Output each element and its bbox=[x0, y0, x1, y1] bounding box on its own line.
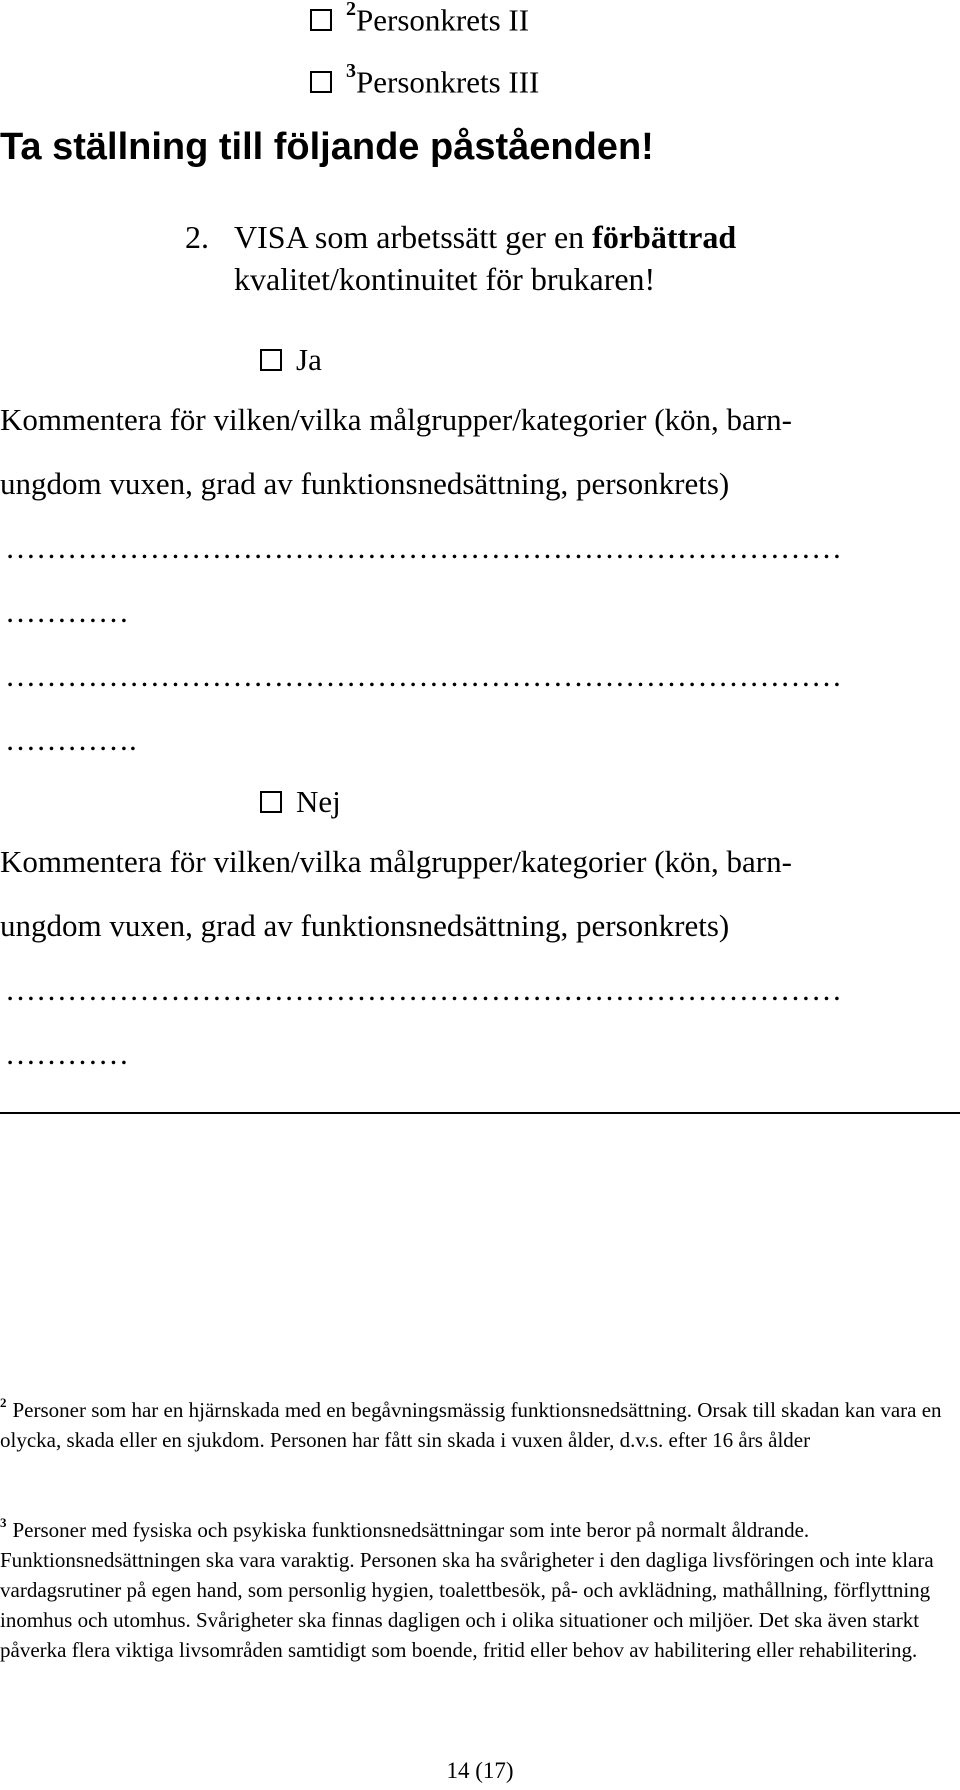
option-personkrets-2[interactable] bbox=[310, 2, 529, 38]
footnote-ref: 3 bbox=[346, 60, 356, 82]
footnote-text: Personer som har en hjärnskada med en begåvningsmässig funktionsnedsättning. Orsak till skadan kan vara en olycka, skada eller en sjukdom. Personen har fått sin skada i vuxen ålder, d.v.s. efter 16 års ålder bbox=[0, 1398, 942, 1452]
footnote-text: Personer med fysiska och psykiska funktionsnedsättningar som inte beror på normalt åldrande. Funktionsnedsättningen ska vara varaktig. Personen ska ha svårigheter i den dagliga livsföringen och inte klara vardagsrutiner på egen hand, som personlig hygien, toalettbesök, på- och avklädning, mathållning, förflyttning inomhus och utomhus. Svårigheter ska finnas dagligen och i olika situationer och miljöer. Det ska även starkt påverka flera viktiga livsområden samtidigt som boende, fritid eller behov av habilitering eller rehabilitering. bbox=[0, 1518, 934, 1662]
question-emphasis: förbättrad bbox=[592, 219, 737, 255]
footnote-marker: 2 bbox=[0, 1395, 7, 1410]
comment-dotted-line[interactable]: ……………………………………………………………………… bbox=[5, 972, 842, 1007]
comment-dotted-line[interactable]: ………… bbox=[5, 1036, 129, 1071]
question-number: 2. bbox=[185, 219, 209, 255]
question-text: VISA som arbetssätt ger en bbox=[234, 219, 593, 255]
question-line-2: kvalitet/kontinuitet för brukaren! bbox=[234, 261, 656, 297]
checkbox[interactable] bbox=[310, 9, 332, 31]
comment-dotted-line[interactable]: ……………………………………………………………………… bbox=[5, 530, 842, 565]
footnote-marker: 3 bbox=[0, 1515, 7, 1530]
footnote-3 bbox=[0, 1510, 950, 1665]
answer-label: Nej bbox=[296, 784, 341, 819]
comment-prompt-line-1: Kommentera för vilken/vilka målgrupper/kategorier (kön, barn- bbox=[0, 844, 792, 879]
answer-nej[interactable] bbox=[260, 784, 341, 820]
footnote-separator bbox=[0, 1112, 960, 1114]
answer-label: Ja bbox=[296, 342, 322, 377]
answer-ja[interactable] bbox=[260, 342, 322, 378]
footnote-ref: 2 bbox=[346, 0, 356, 20]
comment-dotted-line[interactable]: ………… bbox=[5, 594, 129, 629]
comment-prompt-line-2: ungdom vuxen, grad av funktionsnedsättning, personkrets) bbox=[0, 908, 730, 943]
footnote-2 bbox=[0, 1390, 950, 1455]
checkbox[interactable] bbox=[310, 71, 332, 93]
section-heading: Ta ställning till följande påståenden! bbox=[0, 126, 654, 168]
option-label: Personkrets II bbox=[356, 2, 530, 38]
page-number: 14 (17) bbox=[446, 1758, 514, 1783]
option-personkrets-3[interactable] bbox=[310, 60, 540, 100]
comment-prompt-line-2: ungdom vuxen, grad av funktionsnedsättning, personkrets) bbox=[0, 466, 730, 501]
comment-dotted-line[interactable]: ……………………………………………………………………… bbox=[5, 658, 842, 693]
checkbox[interactable] bbox=[260, 791, 282, 813]
comment-dotted-line[interactable]: …………. bbox=[5, 722, 137, 757]
option-label: Personkrets III bbox=[356, 64, 540, 100]
checkbox[interactable] bbox=[260, 349, 282, 371]
comment-prompt-line-1: Kommentera för vilken/vilka målgrupper/kategorier (kön, barn- bbox=[0, 402, 792, 437]
question-line-1 bbox=[234, 216, 736, 258]
